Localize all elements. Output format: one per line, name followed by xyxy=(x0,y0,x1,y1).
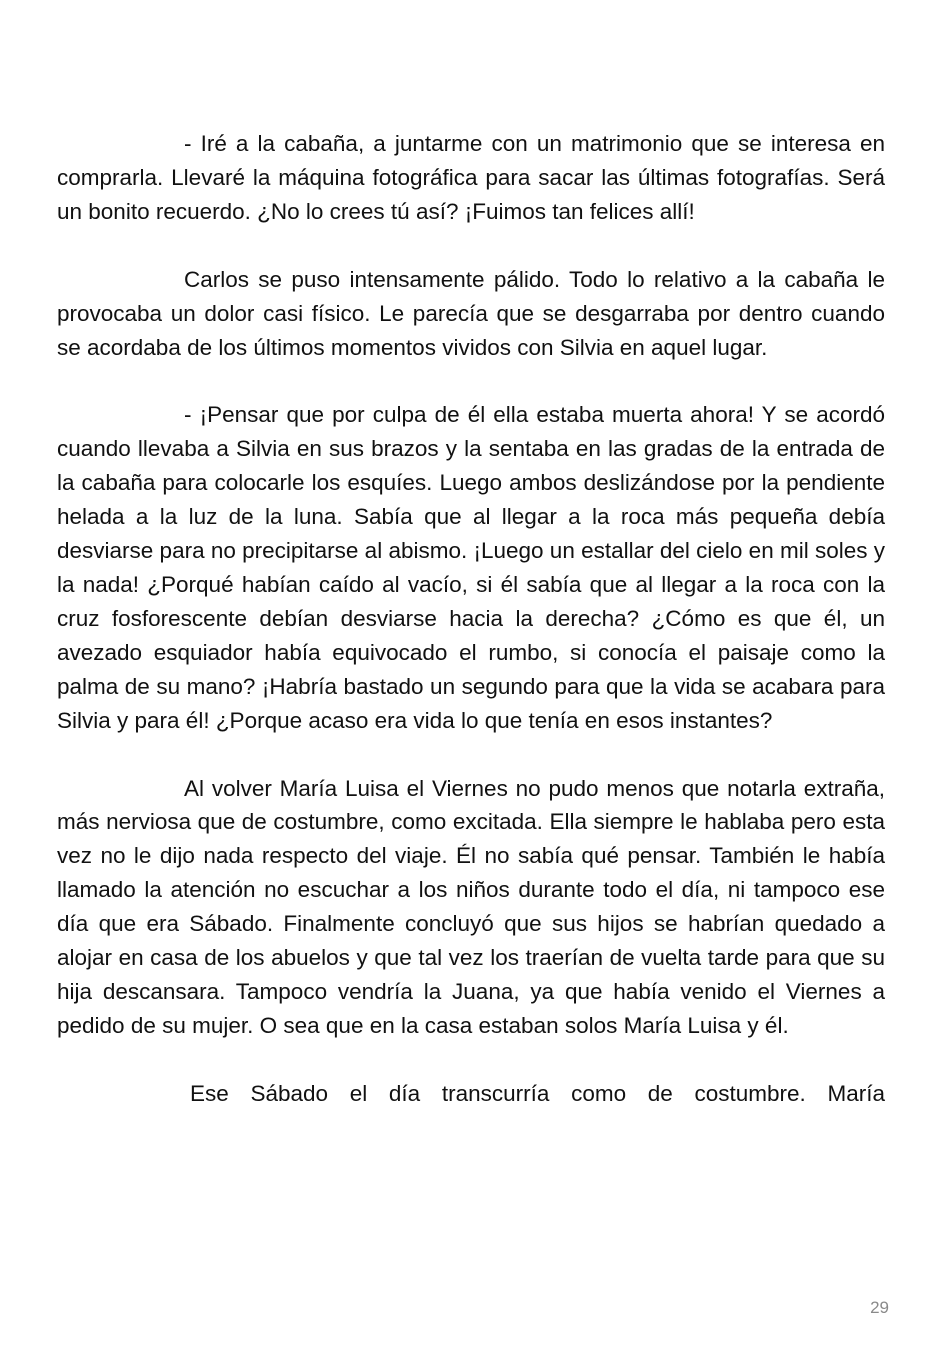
page-number: 29 xyxy=(870,1298,889,1317)
body-text xyxy=(57,127,885,1111)
paragraph-3: - ¡Pensar que por culpa de él ella estaba muerta ahora! Y se acordó cuando llevaba a Silvia en sus brazos y la sentaba en las gradas de la entrada de la cabaña para colocarle los esquíes. Luego ambos deslizándose por la pendiente helada a la luz de la luna. Sabía que al llegar a la roca más pequeña debía desviarse para no precipitarse al abismo. ¡Luego un estallar del cielo en mil soles y la nada! ¿Porqué habían caído al vacío, si él sabía que al llegar a la roca con la cruz fosforescente debían desviarse hacia la derecha? ¿Cómo es que él, un avezado esquiador había equivocado el rumbo, si conocía el paisaje como la palma de su mano? ¡Habría bastado un segundo para que la vida se acabara para Silvia y para él! ¿Porque acaso era vida lo que tenía en esos instantes? xyxy=(57,402,885,733)
paragraph-4: Al volver María Luisa el Viernes no pudo menos que notarla extraña, más nerviosa que de costumbre, como excitada. Ella siempre le hablaba pero esta vez no le dijo nada respecto del viaje. Él no sabía qué pensar. También le había llamado la atención no escuchar a los niños durante todo el día, ni tampoco ese día que era Sábado. Finalmente concluyó que sus hijos se habrían quedado a alojar en casa de los abuelos y que tal vez los traerían de vuelta tarde para que su hija descansara. Tampoco vendría la Juana, ya que había venido el Viernes a pedido de su mujer. O sea que en la casa estaban solos María Luisa y él. xyxy=(57,775,885,1038)
paragraph-1: - Iré a la cabaña, a juntarme con un matrimonio que se interesa en comprarla. Llevaré la máquina fotográfica para sacar las últimas fotografías. Será un bonito recuerdo. ¿No lo crees tú así? ¡Fuimos tan felices allí! xyxy=(57,131,885,224)
paragraph-5: Ese Sábado el día transcurría como de costumbre. María xyxy=(190,1080,885,1106)
paragraph-2: Carlos se puso intensamente pálido. Todo lo relativo a la cabaña le provocaba un dolor casi físico. Le parecía que se desgarraba por dentro cuando se acordaba de los últimos momentos vividos con Silvia en aquel lugar. xyxy=(57,266,885,360)
